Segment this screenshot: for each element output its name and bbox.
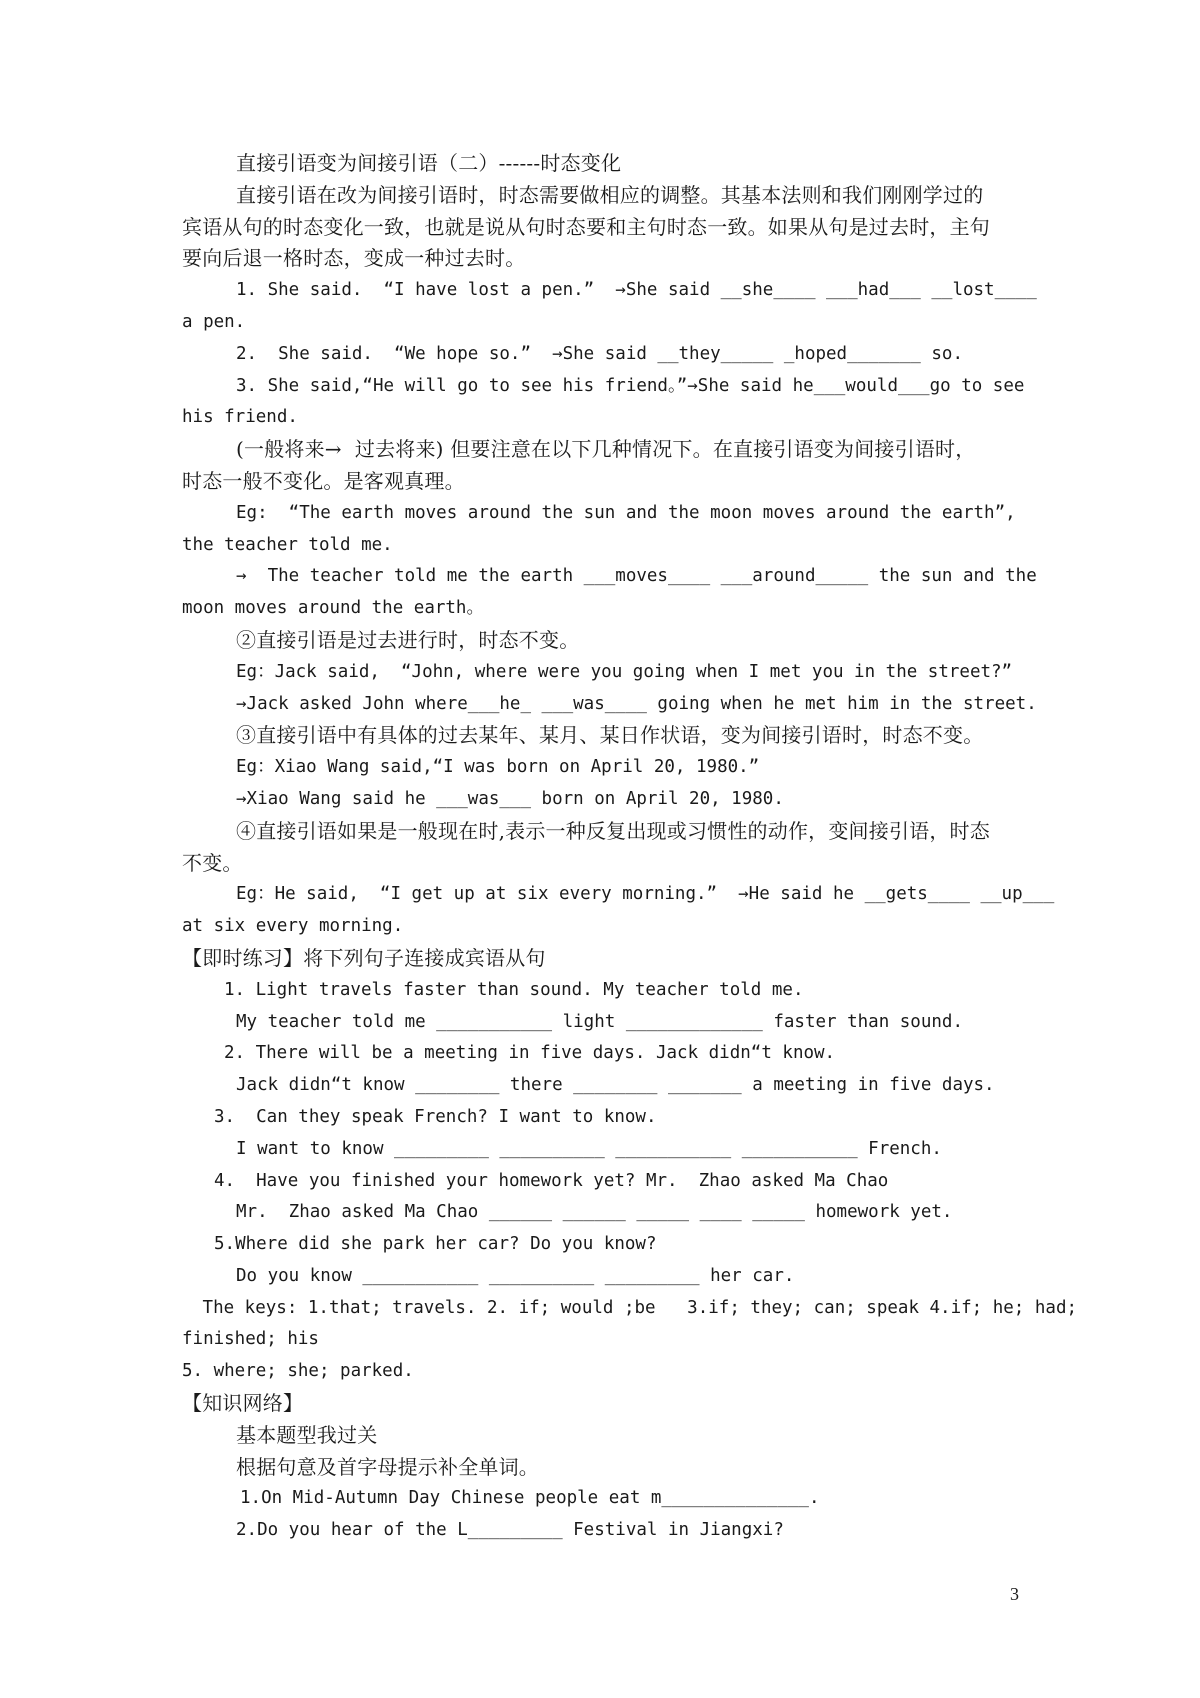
exercise-question: 4. Have you finished your homework yet? Mr. Zhao asked Ma Chao bbox=[214, 1170, 889, 1191]
rule-line: ③直接引语中有具体的过去某年、某月、某日作状语，变为间接引语时，时态不变。 bbox=[236, 723, 984, 748]
example-line: 3. She said,“He will go to see his friend。”→She said he___would___go to see bbox=[236, 375, 1025, 396]
section-title: 直接引语变为间接引语（二）------时态变化 bbox=[236, 151, 622, 175]
example-line: at six every morning. bbox=[182, 916, 404, 937]
paragraph-line: (一般将来→ 过去将来) 但要注意在以下几种情况下。在直接引语变为间接引语时， bbox=[236, 437, 976, 462]
rule-line: ②直接引语是过去进行时，时态不变。 bbox=[236, 627, 580, 652]
exercise-question: 5.Where did she park her car? Do you know? bbox=[214, 1234, 657, 1255]
example-line: Eg: “The earth moves around the sun and the moon moves around the earth”, bbox=[236, 502, 1016, 523]
exercise-question: 3. Can they speak French? I want to know. bbox=[214, 1106, 657, 1127]
example-line: the teacher told me. bbox=[182, 534, 393, 555]
answer-keys: 5. where; she; parked. bbox=[182, 1361, 414, 1382]
paragraph-line: 时态一般不变化。是客观真理。 bbox=[182, 468, 465, 493]
example-line: Eg：He said, “I get up at six every morning.” →He said he __gets____ __up___ bbox=[236, 884, 1055, 905]
knowledge-heading: 【知识网络】 bbox=[182, 1391, 304, 1416]
example-line: a pen. bbox=[182, 311, 246, 332]
example-line: →Xiao Wang said he ___was___ born on April 20, 1980. bbox=[236, 788, 784, 809]
fill-blank-item: 1.On Mid-Autumn Day Chinese people eat m______________. bbox=[240, 1488, 820, 1509]
example-line: → The teacher told me the earth ___moves____ ___around_____ the sun and the bbox=[236, 566, 1037, 587]
page-number: 3 bbox=[1010, 1584, 1019, 1604]
exercise-blank-line: My teacher told me ___________ light _____________ faster than sound. bbox=[236, 1011, 963, 1032]
paragraph-line: 直接引语在改为间接引语时，时态需要做相应的调整。其基本法则和我们刚刚学过的 bbox=[236, 182, 984, 207]
exercise-question: 1. Light travels faster than sound. My teacher told me. bbox=[224, 979, 804, 1000]
instruction: 根据句意及首字母提示补全单词。 bbox=[236, 1454, 539, 1479]
practice-heading: 【即时练习】将下列句子连接成宾语从句 bbox=[182, 945, 546, 970]
paragraph-line: 宾语从句的时态变化一致，也就是说从句时态要和主句时态一致。如果从句是过去时，主句 bbox=[182, 214, 990, 239]
rule-line: ④直接引语如果是一般现在时,表示一种反复出现或习惯性的动作，变间接引语，时态 bbox=[236, 818, 990, 843]
answer-keys: finished; his bbox=[182, 1329, 319, 1350]
example-line: Eg：Xiao Wang said,“I was born on April 20, 1980.” bbox=[236, 757, 760, 778]
example-line: 2. She said. “We hope so.” →She said __they_____ _hoped_______ so. bbox=[236, 343, 963, 364]
example-line: Eg：Jack said, “John, where were you going when I met you in the street?” bbox=[236, 661, 1013, 682]
subheading: 基本题型我过关 bbox=[236, 1422, 378, 1447]
example-line: →Jack asked John where___he_ ___was____ going when he met him in the street. bbox=[236, 693, 1037, 714]
answer-keys: The keys: 1.that; travels. 2. if; would ;be 3.if; they; can; speak 4.if; he; had; bbox=[192, 1297, 1078, 1318]
paragraph-line: 要向后退一格时态，变成一种过去时。 bbox=[182, 246, 526, 271]
example-line: 1. She said. “I have lost a pen.” →She said __she____ ___had___ __lost____ bbox=[236, 280, 1037, 301]
exercise-blank-line: I want to know _________ __________ ___________ ___________ French. bbox=[236, 1138, 942, 1159]
exercise-blank-line: Do you know ___________ __________ _________ her car. bbox=[236, 1265, 795, 1286]
fill-blank-item: 2.Do you hear of the L_________ Festival in Jiangxi? bbox=[236, 1520, 784, 1541]
rule-line: 不变。 bbox=[182, 850, 243, 875]
example-line: his friend. bbox=[182, 407, 298, 428]
exercise-question: 2. There will be a meeting in five days. Jack didn“t know. bbox=[224, 1043, 836, 1064]
exercise-blank-line: Mr. Zhao asked Ma Chao ______ ______ _____ ____ _____ homework yet. bbox=[236, 1202, 953, 1223]
exercise-blank-line: Jack didn“t know ________ there ________ _______ a meeting in five days. bbox=[236, 1075, 995, 1096]
example-line: moon moves around the earth。 bbox=[182, 598, 484, 619]
document-body bbox=[182, 148, 1078, 1547]
